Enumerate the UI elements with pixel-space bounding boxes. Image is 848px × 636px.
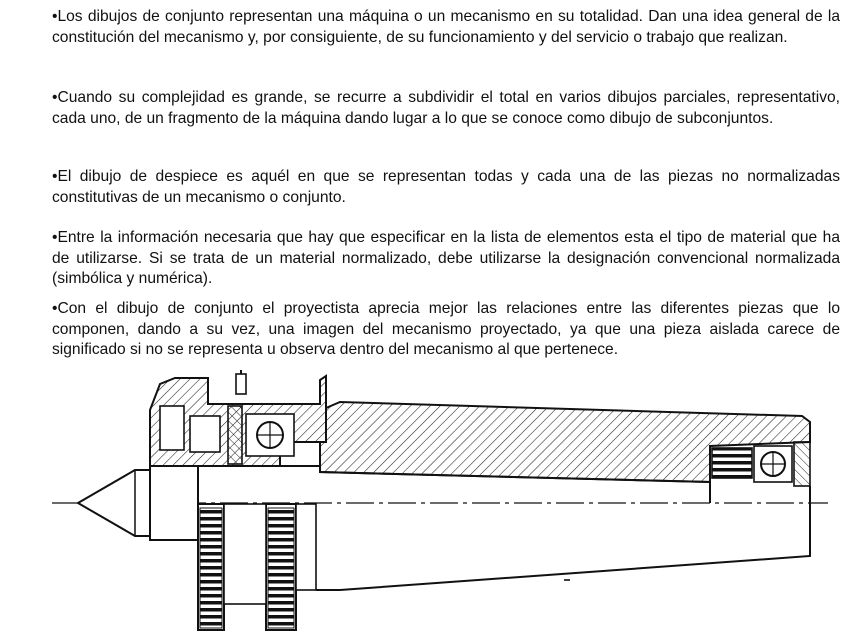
- paragraph-despiece: •El dibujo de despiece es aquél en que se representan todas y cada una de las piezas no normalizadas constitutivas de un mecanismo o conjunto.: [52, 168, 840, 206]
- conical-point: [78, 470, 150, 536]
- spindle-nose: [150, 466, 198, 540]
- paragraph-proyectista: •Con el dibujo de conjunto el proyectista aprecia mejor las relaciones entre las diferentes piezas que lo componen, dando a su vez, una imagen del mecanismo proyectado, ya que una pieza aislada carece de significado si no se representa u observa dentro del mecanismo al que pertenece.: [52, 300, 840, 358]
- bearing-housing: [150, 370, 326, 466]
- rear-bearing: [712, 442, 810, 486]
- lower-taper-outline: [316, 503, 810, 590]
- live-center-assembly-drawing: [50, 370, 830, 636]
- paragraph-conjunto: •Los dibujos de conjunto representan una máquina o un mecanismo en su totalidad. Dan una idea general de la constitución del mecanismo y, por consiguiente, de su funcionamiento y del servicio o trabajo que realizan.: [52, 8, 840, 46]
- paragraph-lista-elementos: •Entre la información necesaria que hay que especificar en la lista de elementos esta el tipo de material que ha de utilizarse. Si se trata de un material normalizado, debe utilizarse la designación convencional normalizada (simbólica y numérica).: [52, 229, 840, 287]
- paragraph-subconjuntos: •Cuando su complejidad es grande, se recurre a subdividir el total en varios dibujos parciales, representativo, cada uno, de un fragmento de la máquina dando lugar a lo que se conoce como dibujo de subconjuntos.: [52, 89, 840, 127]
- knurled-sleeves: [198, 504, 316, 630]
